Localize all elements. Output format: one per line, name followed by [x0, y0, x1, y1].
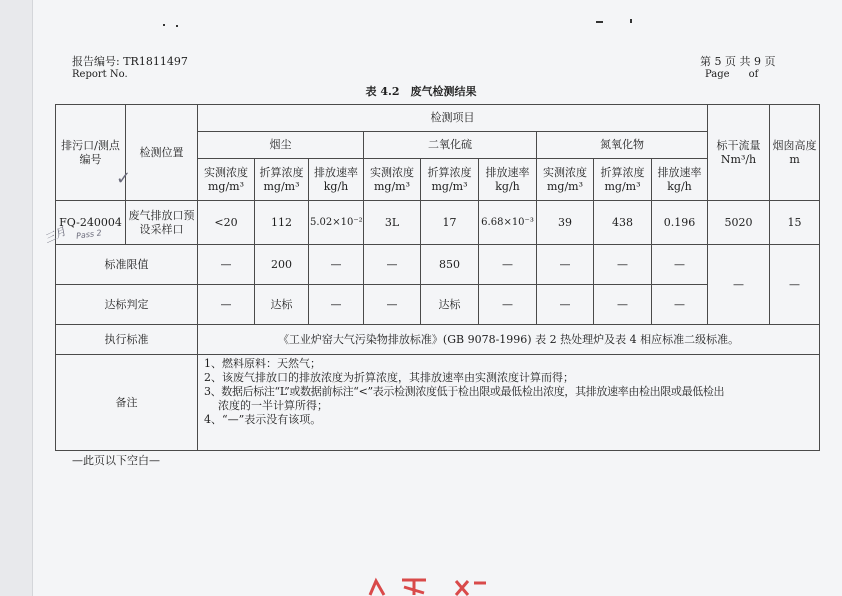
col-header-height: 烟囱高度 m — [770, 105, 820, 201]
note-line: 浓度的一半计算所得； — [218, 399, 328, 412]
point-id-cell: FQ-240004 — [56, 201, 126, 245]
page-indicator: 第 5 页 共 9 页 — [700, 55, 776, 68]
judge-cell: — — [594, 285, 652, 325]
report-number-en: Report No. — [72, 69, 128, 80]
flow-cell: 5020 — [708, 201, 770, 245]
note-line: 1、燃料原料：天然气； — [204, 357, 321, 370]
data-cell: 0.196 — [652, 201, 708, 245]
sub-header-cell: 排放速率 kg/h — [309, 159, 364, 201]
judge-cell: — — [364, 285, 421, 325]
data-cell: <20 — [198, 201, 255, 245]
sub-header-cell: 实测浓度 mg/m³ — [537, 159, 594, 201]
handwritten-checkmark: ✓ — [116, 168, 132, 189]
standard-text: 《工业炉窑大气污染物排放标准》(GB 9078-1996) 表 2 热处理炉及表 4 相应标准二级标准。 — [198, 325, 820, 355]
location-cell: 废气排放口预设采样口 — [126, 201, 198, 245]
scan-speck — [596, 21, 603, 23]
sub-header-cell: 折算浓度 mg/m³ — [421, 159, 479, 201]
sub-header-cell: 实测浓度 mg/m³ — [364, 159, 421, 201]
limit-cell: — — [594, 245, 652, 285]
data-cell: 17 — [421, 201, 479, 245]
limit-cell: 850 — [421, 245, 479, 285]
sub-header-cell: 排放速率 kg/h — [479, 159, 537, 201]
data-cell: 5.02×10⁻² — [309, 201, 364, 245]
limit-row-label: 标准限值 — [56, 245, 198, 285]
standard-row-label: 执行标准 — [56, 325, 198, 355]
scan-speck — [176, 25, 178, 27]
judge-cell: 达标 — [255, 285, 309, 325]
page-indicator-en: Page of — [705, 69, 759, 80]
blank-page-note: —此页以下空白— — [72, 454, 160, 467]
judge-cell: — — [198, 285, 255, 325]
judge-cell: — — [309, 285, 364, 325]
judge-cell: — — [537, 285, 594, 325]
sub-header-cell: 实测浓度 mg/m³ — [198, 159, 255, 201]
data-cell: 438 — [594, 201, 652, 245]
col-header-items: 检测项目 — [198, 105, 708, 132]
notes-row-label: 备注 — [56, 355, 198, 451]
col-header-point-id: 排污口/测点编号 — [56, 105, 126, 201]
group-header-so2: 二氧化硫 — [364, 132, 537, 159]
red-seal-stamp — [364, 577, 494, 596]
height-cell: 15 — [770, 201, 820, 245]
group-header-dust: 烟尘 — [198, 132, 364, 159]
col-header-location: 检测位置 — [126, 105, 198, 201]
limit-cell: 200 — [255, 245, 309, 285]
emission-results-table — [55, 104, 820, 451]
handwritten-note-pass: Pass 2 — [75, 228, 103, 241]
scan-speck — [163, 24, 165, 26]
judge-row-label: 达标判定 — [56, 285, 198, 325]
sub-header-cell: 折算浓度 mg/m³ — [594, 159, 652, 201]
sub-header-cell: 排放速率 kg/h — [652, 159, 708, 201]
limit-cell: — — [364, 245, 421, 285]
table-title: 表 4.2 废气检测结果 — [365, 85, 477, 98]
limit-cell: — — [309, 245, 364, 285]
notes-cell — [198, 355, 820, 451]
limit-cell: — — [479, 245, 537, 285]
scan-speck — [630, 19, 632, 23]
note-line: 4、“—”表示没有该项。 — [204, 413, 322, 426]
note-line: 2、该废气排放口的排放浓度为折算浓度，其排放速率由实测浓度计算而得； — [204, 371, 574, 384]
limit-cell: — — [537, 245, 594, 285]
judge-cell: 达标 — [421, 285, 479, 325]
handwritten-note-left: 三月 — [42, 224, 68, 246]
data-cell: 6.68×10⁻³ — [479, 201, 537, 245]
limit-cell: — — [198, 245, 255, 285]
data-cell: 112 — [255, 201, 309, 245]
data-cell: 3L — [364, 201, 421, 245]
limit-cell: — — [652, 245, 708, 285]
data-cell: 39 — [537, 201, 594, 245]
limit-flow-cell: — — [708, 245, 770, 325]
limit-height-cell: — — [770, 245, 820, 325]
sub-header-cell: 折算浓度 mg/m³ — [255, 159, 309, 201]
col-header-flow: 标干流量 Nm³/h — [708, 105, 770, 201]
group-header-nox: 氮氧化物 — [537, 132, 708, 159]
judge-cell: — — [479, 285, 537, 325]
note-line: 3、数据后标注“L”或数据前标注“<”表示检测浓度低于检出限或最低检出浓度，其排放速率由检出限或最低检出 — [204, 385, 725, 398]
judge-cell: — — [652, 285, 708, 325]
report-number: 报告编号: TR1811497 — [72, 55, 188, 68]
